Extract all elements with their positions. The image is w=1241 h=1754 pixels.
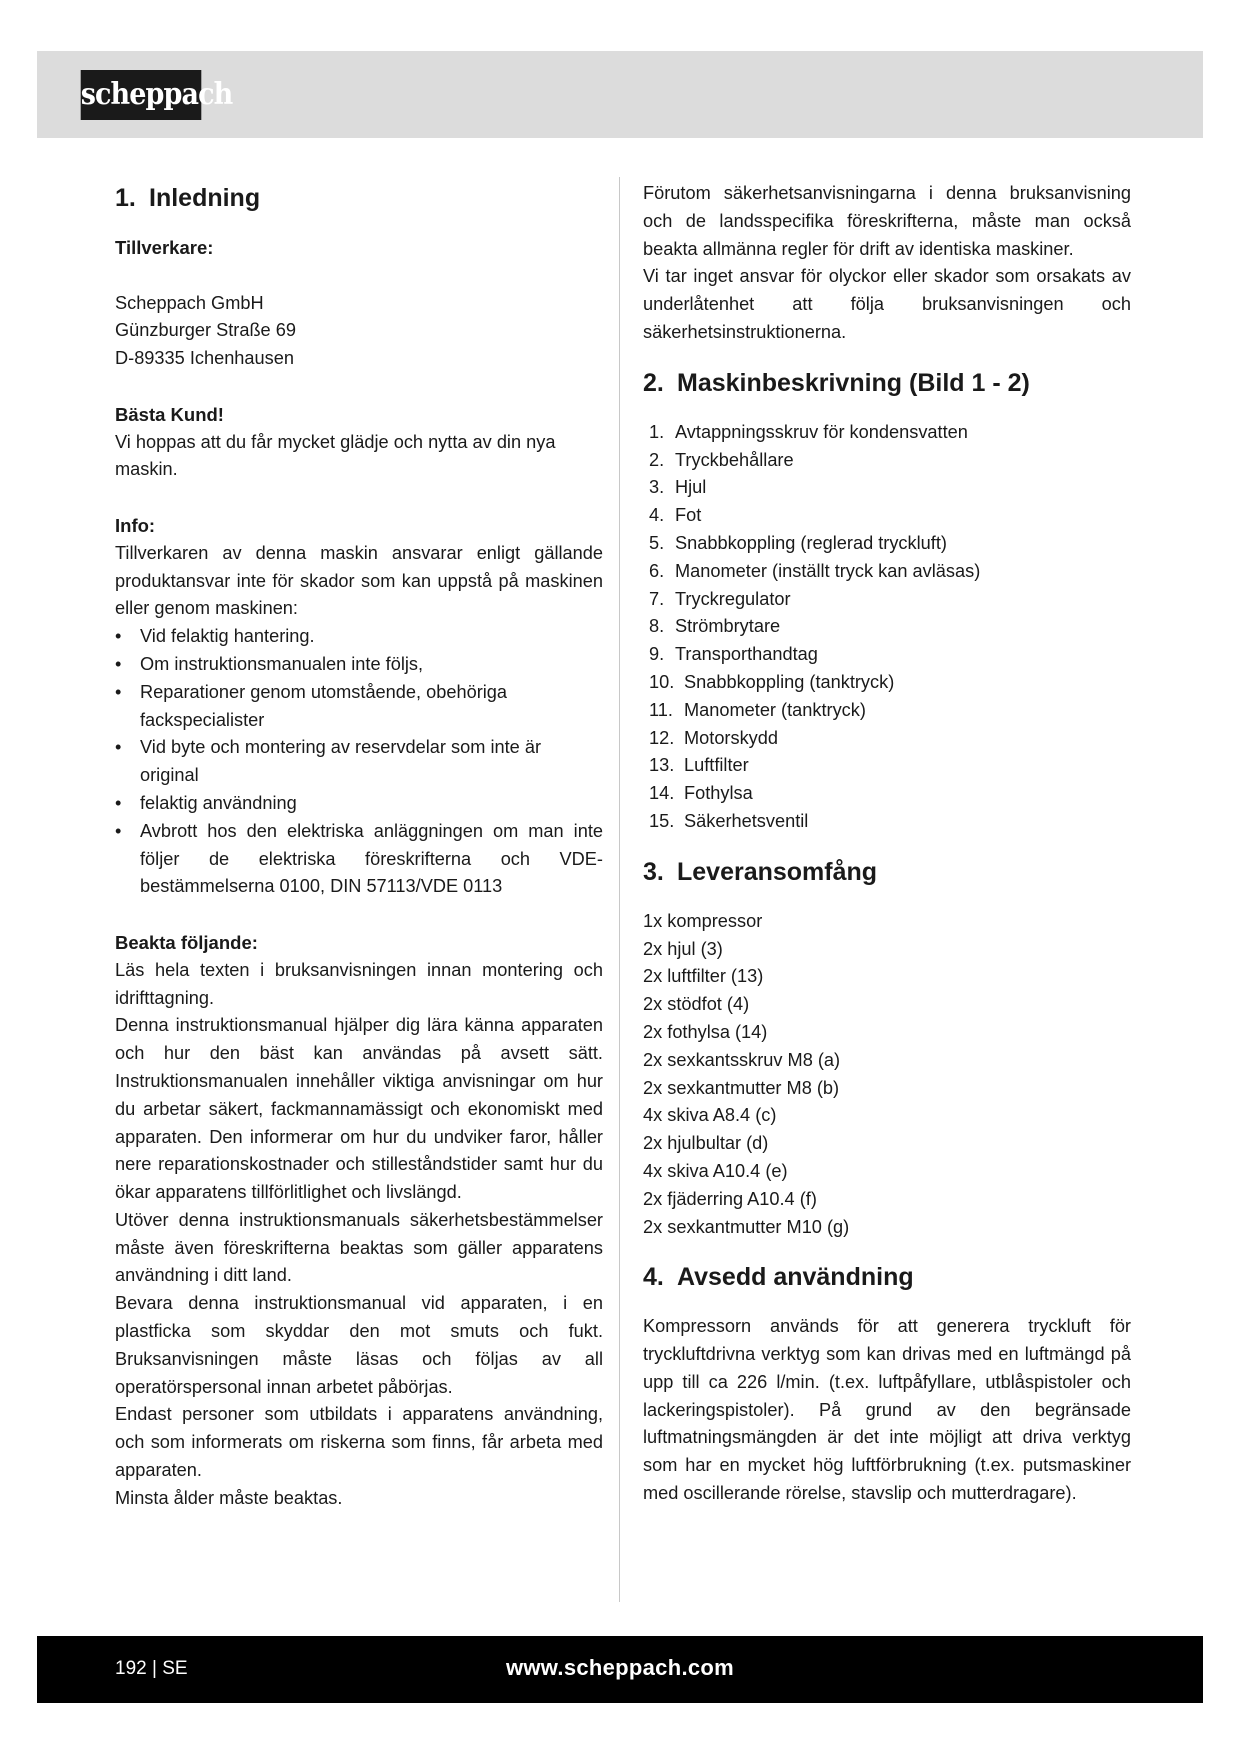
section-3-heading: 3. Leveransomfång xyxy=(643,857,878,886)
manufacturer-label: Tillverkare: xyxy=(115,237,214,258)
list-item: 2x hjul (3) xyxy=(643,938,723,959)
list-item: 2x sexkantsskruv M8 (a) xyxy=(643,1049,841,1070)
list-item: 7. Tryckregulator xyxy=(649,588,791,609)
info-text: Tillverkaren av denna maskin ansvarar enligt gällande produktansvar inte för skador som kan uppstå på maskinen eller genom maskinen: xyxy=(115,542,603,619)
dear-customer-text: Vi hoppas att du får mycket glädje och nytta av din nya maskin. xyxy=(115,431,556,480)
info-label: Info: xyxy=(115,514,156,536)
note-paragraph: Utöver denna instruktionsmanuals säkerhetsbestämmelser måste även föreskrifterna beaktas som gäller apparatens användning i ditt land. xyxy=(115,1209,603,1286)
list-item: 14. Fothylsa xyxy=(649,783,753,804)
list-item: 2x sexkantmutter M8 (b) xyxy=(643,1077,840,1098)
list-item: 2. Tryckbehållare xyxy=(649,449,794,470)
list-item: • Reparationer genom utomstående, obehöriga fackspecialister xyxy=(115,679,603,735)
intro-paragraph: Förutom säkerhetsanvisningarna i denna bruksanvisning och de landsspecifika föreskrifterna, måste man också beakta allmänna regler för drift av identiska maskiner. xyxy=(643,183,1131,259)
page-number: 192 | SE xyxy=(115,1658,188,1679)
list-item: 13. Luftfilter xyxy=(649,755,749,776)
dear-customer-label: Bästa Kund! xyxy=(115,403,224,425)
footer-bar xyxy=(37,1636,1203,1703)
intended-use-text: Kompressorn används för att generera tryckluft för tryckluftdrivna verktyg som kan drivas med en luftmängd på upp till ca 226 l/min. (t.ex. luftpåfyllare, utblåspistoler och lackeringspistoler). På grund av den begränsade luftmatningsmängden är det inte möjligt att driva verktyg som har en mycket hög luftförbrukning (t.ex. putsmaskiner med oscillerande rörelse, stavslip och mutterdragare). xyxy=(643,1316,1131,1504)
list-item: 12. Motorskydd xyxy=(649,727,779,748)
list-item: 4x skiva A10.4 (e) xyxy=(643,1160,788,1181)
right-column xyxy=(643,180,1131,1508)
list-item: 5. Snabbkoppling (reglerad tryckluft) xyxy=(649,532,947,553)
list-item: 10. Snabbkoppling (tanktryck) xyxy=(649,671,895,692)
address-line: D-89335 Ichenhausen xyxy=(115,348,294,369)
list-item: 2x stödfot (4) xyxy=(643,994,750,1015)
website-url: www.scheppach.com xyxy=(505,1655,734,1680)
address-line: Scheppach GmbH xyxy=(115,292,264,313)
list-item: 6. Manometer (inställt tryck kan avläsas) xyxy=(649,560,981,581)
address-line: Günzburger Straße 69 xyxy=(115,320,296,341)
liability-list xyxy=(115,623,603,901)
column-divider xyxy=(619,177,620,1602)
list-item: 2x luftfilter (13) xyxy=(643,966,764,987)
list-item: 4x skiva A8.4 (c) xyxy=(643,1105,777,1126)
list-item: 1. Avtappningsskruv för kondensvatten xyxy=(649,421,968,442)
parts-list xyxy=(643,419,1131,836)
scheppach-logo: scheppach xyxy=(81,70,202,120)
list-item: • Vid byte och montering av reservdelar som inte är original xyxy=(115,734,603,790)
list-item: 15. Säkerhetsventil xyxy=(649,810,809,831)
list-item: 9. Transporthandtag xyxy=(649,644,818,665)
list-item: • Om instruktionsmanualen inte följs, xyxy=(115,651,603,679)
list-item: 11. Manometer (tanktryck) xyxy=(649,699,866,720)
list-item: 2x fothylsa (14) xyxy=(643,1021,768,1042)
section-4-heading: 4. Avsedd användning xyxy=(643,1263,914,1292)
list-item: 4. Fot xyxy=(649,505,702,526)
note-paragraph: Minsta ålder måste beaktas. xyxy=(115,1487,343,1508)
list-item: 1x kompressor xyxy=(643,910,763,931)
list-item: 3. Hjul xyxy=(649,477,707,498)
note-label: Beakta följande: xyxy=(115,931,258,953)
left-column xyxy=(115,180,603,1513)
list-item: • Avbrott hos den elektriska anläggningen om man inte följer de elektriska föreskrifterna och VDE-bestämmelserna 0100, DIN 57113/VDE 0113 xyxy=(115,818,603,901)
list-item: 2x fjäderring A10.4 (f) xyxy=(643,1188,817,1209)
section-1-heading: 1. Inledning xyxy=(115,184,261,212)
header-bar xyxy=(37,51,1203,138)
list-item: • felaktig användning xyxy=(115,790,603,818)
note-paragraph: Bevara denna instruktionsmanual vid apparaten, i en plastficka som skyddar den mot smuts och fukt. Bruksanvisningen måste läsas och följas av all operatörspersonal innan arbetet påbörjas. xyxy=(115,1293,603,1397)
list-item: 2x hjulbultar (d) xyxy=(643,1133,769,1154)
note-paragraph: Läs hela texten i bruksanvisningen innan montering och idrifttagning. xyxy=(115,959,603,1008)
intro-paragraph: Vi tar inget ansvar för olyckor eller skador som orsakats av underlåtenhet att följa bruksanvisningen och säkerhetsinstruktionerna. xyxy=(643,266,1131,342)
note-paragraph: Endast personer som utbildats i apparatens användning, och som informerats om riskerna som finns, får arbeta med apparaten. xyxy=(115,1404,603,1481)
scope-list xyxy=(643,908,1131,1242)
list-item: 2x sexkantmutter M10 (g) xyxy=(643,1216,850,1237)
list-item: 8. Strömbrytare xyxy=(649,616,781,637)
section-2-heading: 2. Maskinbeskrivning (Bild 1 - 2) xyxy=(643,368,1030,397)
list-item: • Vid felaktig hantering. xyxy=(115,623,603,651)
note-paragraph: Denna instruktionsmanual hjälper dig lära känna apparaten och hur den bäst kan användas på avsett sätt. Instruktionsmanualen innehåller viktiga anvisningar om hur du arbetar säkert, fackmannamässigt och ekonomiskt med apparaten. Den informerar om hur du undviker faror, håller nere reparationskostnader och stilleståndstider samt hur du ökar apparatens tillförlitlighet och livslängd. xyxy=(115,1015,603,1203)
